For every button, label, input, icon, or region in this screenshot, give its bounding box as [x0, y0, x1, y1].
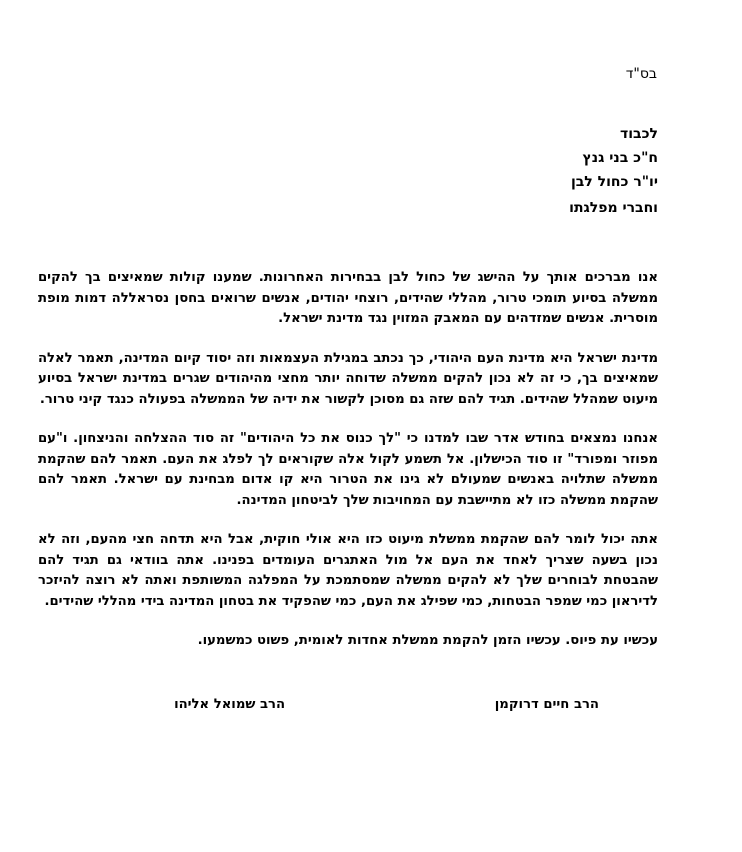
address-block [571, 122, 658, 194]
bsd-header: בס"ד [625, 66, 657, 82]
address-colleagues: וחברי מפלגתו [569, 200, 658, 216]
body-paragraph-4: אתה יכול לומר להם שהקמת ממשלת מיעוט כזו היא אולי חוקית, אבל היא תדחה חצי מהעם, וזה לא נכון בשעה שצריך לאחד את העם אל מול האתגרים העומדים בפנינו. אתה בוודאי גם תגיד להם שהבטחת לבוחרים שלך לא להקים ממשלה שמסתמכת על המפלגה המשותפת ואתה לא רוצה להיזכר לדיראון כמי שמפר הבטחות, כמי שפילג את העם, כמי שהפקיד את בטחון המדינה בידי מהללי שהידים. [38, 532, 658, 609]
signature-eliyahu: הרב שמואל אליהו [174, 697, 285, 712]
address-line-title: יו"ר כחול לבן [570, 174, 658, 190]
body-paragraph-3: אנחנו נמצאים בחודש אדר שבו למדנו כי "לך כנוס את כל היהודים" זה סוד ההצלחה והניצחון. ו"עם מפוזר ומפורד" זו סוד הכישלון. אל תשמע לקול אלה שקוראים לך לפלג את העם. תאמר להם שהקמת ממשלה שתלויה באנשים שמעולם לא גינו את הטרור היא קו אדום מבחינת עם ישראל. תאמר להם שהקמת ממשלה כזו לא מתיישבת עם המחויבות שלך לביטחון המדינה. [38, 431, 658, 508]
closing-line: עכשיו עת פיוס. עכשיו הזמן להקמת ממשלת אחדות לאומית, פשוט כמשמעו. [197, 633, 658, 648]
body-paragraph-2: מדינת ישראל היא מדינת העם היהודי, כך נכתב במגילת העצמאות וזה יסוד קיום המדינה, תאמר לאלה שמאיצים בך, כי זה לא נכון להקים ממשלה שדוחה יותר מחצי מהיהודים שגרים במדינת ישראל בסיוע מיעוט שמהלל שהידים. תגיד להם שזה גם מסוכן לקשור את ידיה של הממשלה בפעולה כנגד קיני טרור. [38, 350, 658, 407]
address-line-lekavod: לכבוד [620, 126, 658, 142]
address-line-recipient: ח"כ בני גנץ [582, 150, 658, 166]
signature-druckman: הרב חיים דרוקמן [494, 697, 599, 712]
letter-body [38, 268, 658, 671]
body-paragraph-1: אנו מברכים אותך על ההישג של כחול לבן בבחירות האחרונות. שמענו קולות שמאיצים בך להקים ממשלה בסיוע תומכי טרור, מהללי שהידים, רוצחי יהודים, אנשים שרואים בחסן נסראללה דמות מופת מוסרית. אנשים שמזדהים עם המאבק המזוין נגד מדינת ישראל. [38, 270, 658, 326]
